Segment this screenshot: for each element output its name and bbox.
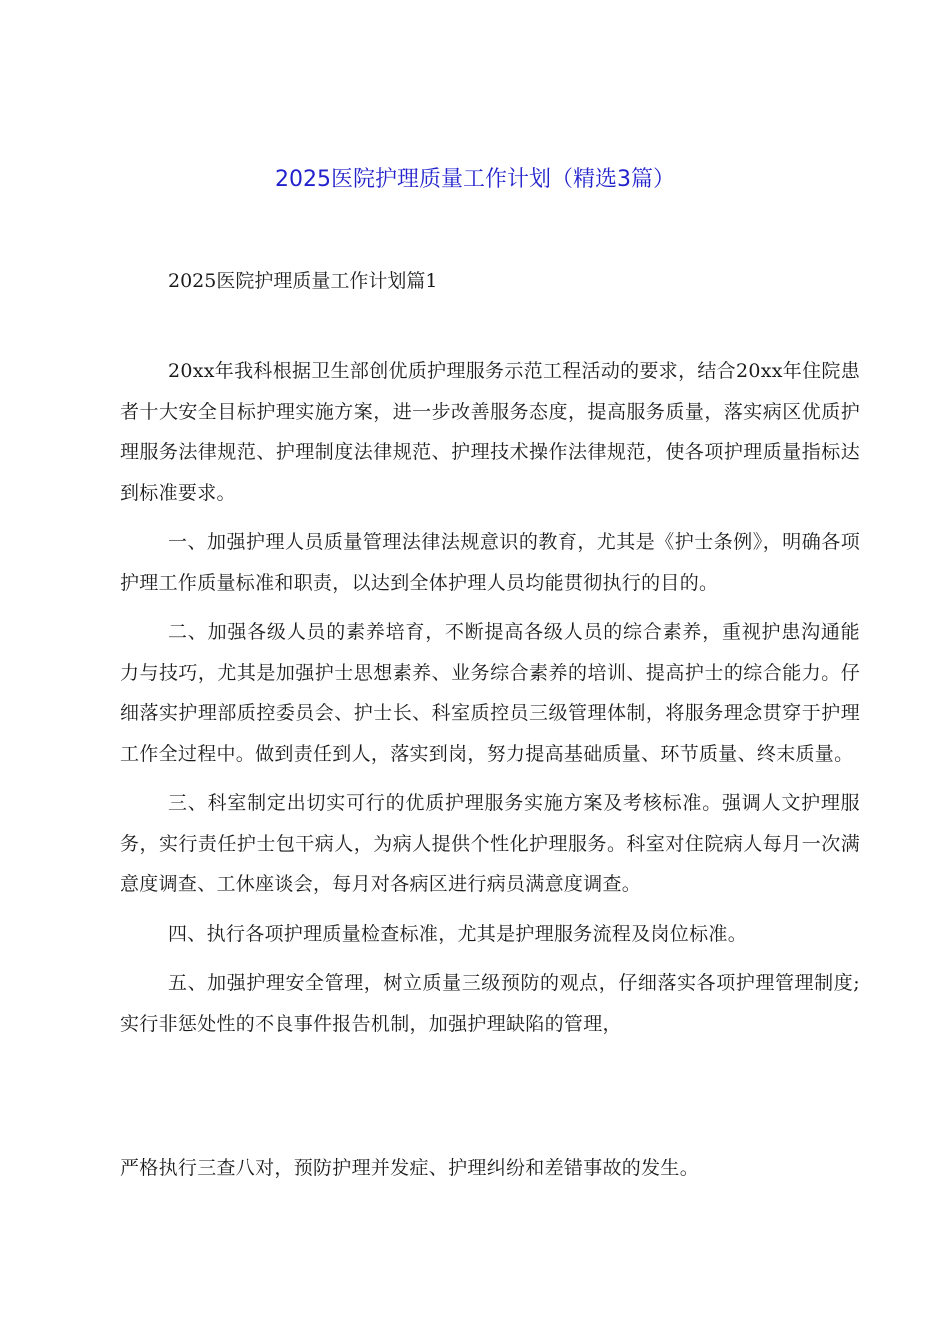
paragraph-intro: 20xx年我科根据卫生部创优质护理服务示范工程活动的要求，结合20xx年住院患者十大安全目标护理实施方案，进一步改善服务态度，提高服务质量，落实病区优质护理服务法律规范、护理制度法律规范、护理技术操作法律规范，使各项护理质量指标达到标准要求。 — [120, 360, 860, 504]
paragraph-item-1: 一、加强护理人员质量管理法律法规意识的教育，尤其是《护士条例》，明确各项护理工作质量标准和职责，以达到全体护理人员均能贯彻执行的目的。 — [120, 531, 860, 594]
paragraph-item-5: 五、加强护理安全管理，树立质量三级预防的观点，仔细落实各项护理管理制度;实行非惩处性的不良事件报告机制，加强护理缺陷的管理， — [120, 972, 860, 1035]
paragraph-item-4: 四、执行各项护理质量检查标准，尤其是护理服务流程及岗位标准。 — [168, 922, 748, 945]
paragraph-item-3: 三、科室制定出切实可行的优质护理服务实施方案及考核标准。强调人文护理服务，实行责任护士包干病人，为病人提供个性化护理服务。科室对住院病人每月一次满意度调查、工休座谈会，每月对各病区进行病员满意度调查。 — [120, 792, 860, 895]
paragraph-item-2: 二、加强各级人员的素养培育，不断提高各级人员的综合素养，重视护患沟通能力与技巧，尤其是加强护士思想素养、业务综合素养的培训、提高护士的综合能力。仔细落实护理部质控委员会、护士长、科室质控员三级管理体制，将服务理念贯穿于护理工作全过程中。做到责任到人，落实到岗，努力提高基础质量、环节质量、终末质量。 — [120, 621, 860, 765]
section-heading: 2025医院护理质量工作计划篇1 — [168, 270, 438, 292]
paragraph-continuation: 严格执行三查八对，预防护理并发症、护理纠纷和差错事故的发生。 — [120, 1157, 700, 1179]
document-title: 2025医院护理质量工作计划（精选3篇） — [275, 167, 675, 192]
body-text — [120, 351, 860, 1053]
